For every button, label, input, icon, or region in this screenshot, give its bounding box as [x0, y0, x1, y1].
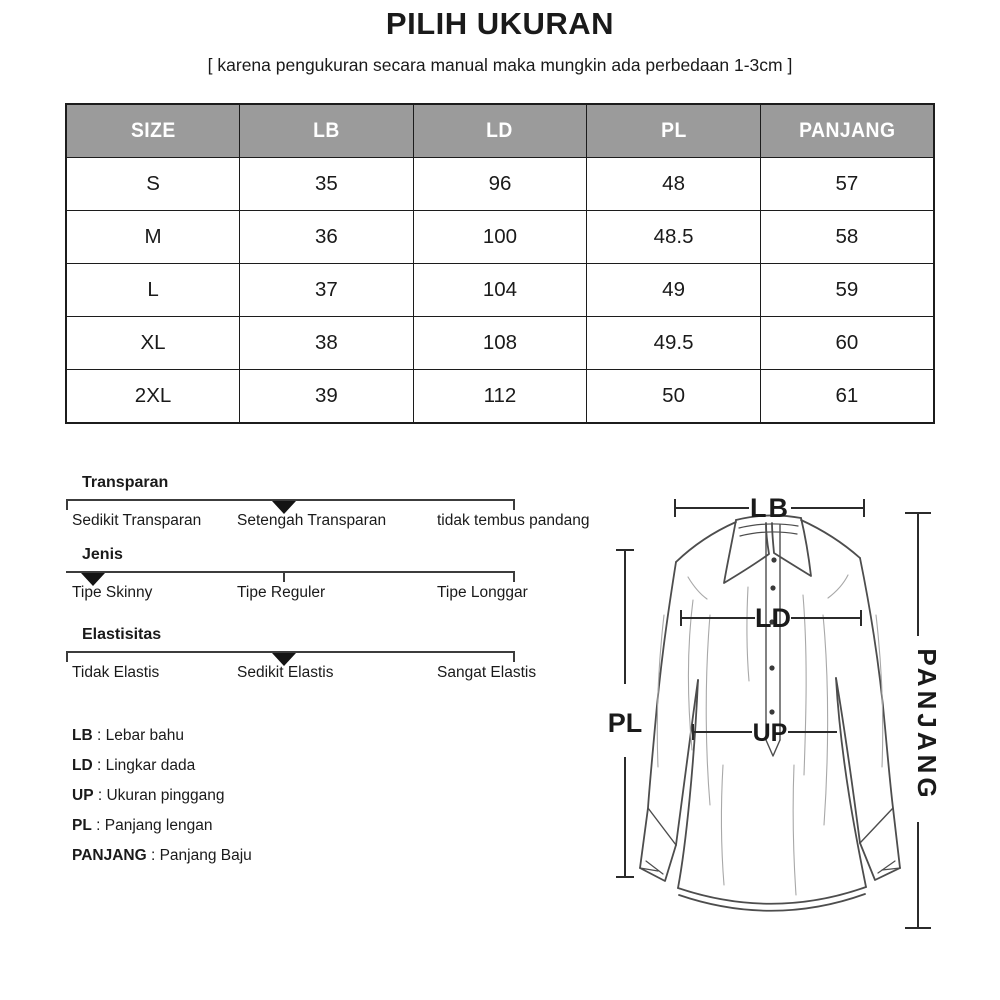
tick-mid — [283, 573, 285, 582]
scale-label-low: Tipe Skinny — [72, 584, 153, 601]
page-subtitle: [ karena pengukuran secara manual maka mungkin ada perbedaan 1-3cm ] — [207, 55, 793, 75]
tick-right — [513, 573, 515, 582]
cell-lb: 36 — [240, 211, 414, 264]
scale-label-high: Tipe Longgar — [437, 584, 528, 601]
cell-size: 2XL — [66, 370, 240, 424]
tick-left — [66, 653, 68, 662]
cell-pl: 49 — [587, 264, 761, 317]
table-row-s — [66, 158, 934, 211]
column-header-ld: LD — [413, 104, 587, 158]
column-header-pl: PL — [587, 104, 761, 158]
table-row-xl — [66, 317, 934, 370]
cell-panjang: 60 — [760, 317, 934, 370]
scale-label-low: Sedikit Transparan — [72, 512, 202, 529]
cell-lb: 38 — [240, 317, 414, 370]
scale-label-low: Tidak Elastis — [72, 664, 160, 681]
shirt-measurement-diagram — [598, 465, 1000, 965]
scale-label-high: tidak tembus pandang — [437, 512, 590, 529]
legend-item-panjang: PANJANG : Panjang Baju — [72, 847, 252, 864]
cell-ld: 96 — [413, 158, 587, 211]
cell-size: S — [66, 158, 240, 211]
lb-label: LB — [750, 493, 790, 523]
up-label: UP — [752, 719, 788, 747]
table-row-l — [66, 264, 934, 317]
cell-size: M — [66, 211, 240, 264]
cell-lb: 35 — [240, 158, 414, 211]
table-row-2xl — [66, 370, 934, 424]
column-header-size: SIZE — [66, 104, 240, 158]
cell-panjang: 61 — [760, 370, 934, 424]
cell-ld: 108 — [413, 317, 587, 370]
cell-lb: 37 — [240, 264, 414, 317]
scale-label-mid: Tipe Reguler — [237, 584, 326, 601]
ld-label: LD — [755, 603, 791, 633]
tick-right — [513, 653, 515, 662]
cell-lb: 39 — [240, 370, 414, 424]
column-header-panjang: PANJANG — [760, 104, 934, 158]
shirt-buttons — [769, 557, 776, 714]
scale-jenis-line — [66, 571, 515, 573]
column-header-lb: LB — [240, 104, 414, 158]
cell-pl: 49.5 — [587, 317, 761, 370]
size-table-header-row — [66, 104, 934, 158]
cell-panjang: 59 — [760, 264, 934, 317]
table-row-m — [66, 211, 934, 264]
scale-jenis-title: Jenis — [82, 546, 123, 563]
scale-label-high: Sangat Elastis — [437, 664, 537, 681]
page-title: PILIH UKURAN — [385, 6, 615, 41]
tick-right — [513, 501, 515, 510]
scale-label-mid: Sedikit Elastis — [237, 664, 334, 681]
shirt-diagram-svg — [598, 465, 1000, 965]
cell-pl: 48.5 — [587, 211, 761, 264]
cell-ld: 112 — [413, 370, 587, 424]
legend-item-pl: PL : Panjang lengan — [72, 817, 213, 834]
scale-elastisitas — [66, 626, 611, 688]
scale-jenis — [66, 546, 611, 608]
cell-ld: 104 — [413, 264, 587, 317]
size-table — [65, 103, 935, 424]
cell-panjang: 58 — [760, 211, 934, 264]
scale-transparan-line — [66, 499, 515, 501]
cell-ld: 100 — [413, 211, 587, 264]
pl-label: PL — [607, 708, 643, 738]
cell-size: L — [66, 264, 240, 317]
scale-transparan — [66, 474, 611, 536]
legend-item-up: UP : Ukuran pinggang — [72, 787, 225, 804]
legend-item-ld: LD : Lingkar dada — [72, 757, 196, 774]
tick-left — [66, 501, 68, 510]
cell-size: XL — [66, 317, 240, 370]
measurement-legend — [72, 726, 252, 876]
scale-elastisitas-line — [66, 651, 515, 653]
cell-panjang: 57 — [760, 158, 934, 211]
cell-pl: 48 — [587, 158, 761, 211]
scale-elastisitas-title: Elastisitas — [82, 626, 162, 643]
scale-transparan-title: Transparan — [82, 474, 169, 491]
legend-item-lb: LB : Lebar bahu — [72, 727, 185, 744]
scale-label-mid: Setengah Transparan — [237, 512, 387, 529]
panjang-label: PANJANG — [912, 648, 942, 802]
cell-pl: 50 — [587, 370, 761, 424]
